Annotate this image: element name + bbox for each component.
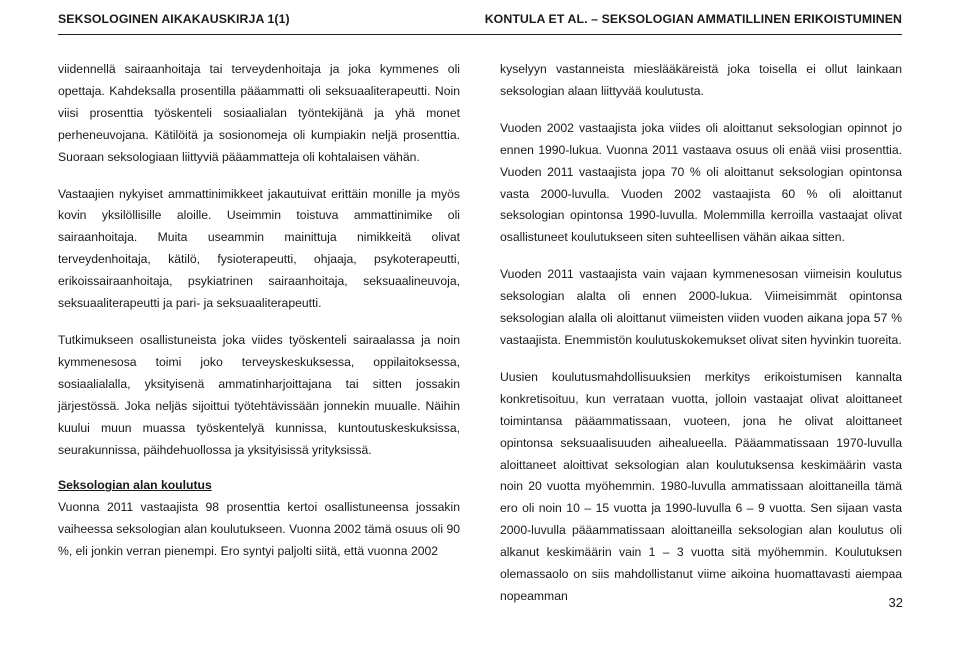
paragraph: Uusien koulutusmahdollisuuksien merkitys erikoistumisen kannalta konkretisoituu, kun verrataan vuotta, jolloin vastaajat olivat aloittaneet toimintansa pääammatissaan, vuoteen, jona he olivat aloittaneet opintonsa seksuaalisuuden aihealueella. Pääammatissaan 1970-luvulla aloittaneet aloittivat seksologian alan koulutuksensa keskimäärin vasta noin 20 vuotta myöhemmin. 1980-luvulla ammatissaan aloittaneilla tämä ero oli noin 10 – 15 vuotta ja 1990-luvulla 6 – 9 vuotta. Sen sijaan vasta 2000-luvulla pääammatissaan aloittaneilla seksologian alan koulutus oli alkanut keskimäärin vain 1 – 3 vuotta sitä myöhemmin. Koulutuksen olemassaolo on siis mahdollistanut viime aikoina huomattavasti aiempaa nopeamman bbox=[500, 369, 902, 603]
running-header bbox=[58, 12, 902, 30]
page-number: 32 bbox=[888, 595, 903, 610]
left-column bbox=[58, 59, 460, 563]
paragraph: Vuonna 2011 vastaajista 98 prosenttia kertoi osallistuneensa jossakin vaiheessa seksologian alan koulutukseen. Vuonna 2002 tämä osuus oli 90 %, eli jonkin verran pienempi. Ero syntyi paljolti siitä, että vuonna 2002 bbox=[58, 500, 461, 559]
right-column bbox=[500, 59, 902, 608]
article-running-title: KONTULA ET AL. – SEKSOLOGIAN AMMATILLINEN ERIKOISTUMINEN bbox=[484, 12, 902, 26]
paragraph: Tutkimukseen osallistuneista joka viides työskenteli sairaalassa ja noin kymmenesosa toimi joko terveyskeskuksessa, oppilaitoksessa, sosiaalialalla, yksityisenä ammatinharjoittajana tai sitten jossakin järjestössä. Joka neljäs sijoittui työtehtävissään jonnekin muualle. Näihin kuului muun muassa työskentelyä kunnissa, kuntoutuskeskuksissa, seurakunnissa, päihdehuollossa ja yksityisissä yrityksissä. bbox=[58, 332, 460, 457]
paragraph: Vastaajien nykyiset ammattinimikkeet jakautuivat erittäin monille ja myös kovin yksilöllisille aloille. Useimmin toistuva ammattinimike oli sairaanhoitaja. Muita useammin mainittuja nimikkeitä olivat terveydenhoitaja, kätilö, fysioterapeutti, ohjaaja, psykoterapeutti, erikoissairaanhoitaja, psykiatrinen sairaanhoitaja, seksuaalineuvoja, seksuaaliterapeutti ja pari- ja seksuaaliterapeutti. bbox=[58, 186, 460, 311]
paragraph: Vuoden 2011 vastaajista vain vajaan kymmenesosan viimeisin koulutus seksologian alalta oli ennen 2000-lukua. Viimeisimmät opintonsa seksologian alalla oli aloittanut viimeisten viiden vuoden aikana jopa 57 % vastaajista. Enemmistön koulutuskokemukset olivat siten hyvinkin tuoreita. bbox=[500, 267, 902, 347]
header-rule bbox=[58, 34, 902, 35]
paragraph: Vuoden 2002 vastaajista joka viides oli aloittanut seksologian opinnot jo ennen 1990-lukua. Vuonna 2011 vastaava osuus oli enää viisi prosenttia. Vuoden 2011 vastaajista jopa 70 % oli aloittanut seksologian opintonsa vasta 2000-luvulla. Vuoden 2002 vastaajista 60 % oli aloittanut seksologian opintonsa 1990-luvulla. Molemmilla kerroilla vastaajat olivat osallistuneet koulutukseen siten suhteellisen vähän aikaa sitten. bbox=[500, 120, 902, 245]
section-heading: Seksologian alan koulutus bbox=[58, 478, 212, 493]
paragraph: viidennellä sairaanhoitaja tai terveydenhoitaja ja joka kymmenes oli opettaja. Kahdeksalla prosentilla pääammatti oli seksuaaliterapeutti. Noin viisi prosenttia työskenteli sosiaalialan työntekijänä ja yhä monet perheneuvojana. Kätilöitä ja sosionomeja oli kumpiakin neljä prosenttia. Suoraan seksologiaan liittyviä pääammatteja oli kohtalaisen vähän. bbox=[58, 62, 460, 164]
paragraph: kyselyyn vastanneista mieslääkäreistä joka toisella ei ollut lainkaan seksologian alaan liittyvää koulutusta. bbox=[500, 62, 902, 98]
journal-title: SEKSOLOGINEN AIKAKAUSKIRJA 1(1) bbox=[58, 12, 290, 26]
